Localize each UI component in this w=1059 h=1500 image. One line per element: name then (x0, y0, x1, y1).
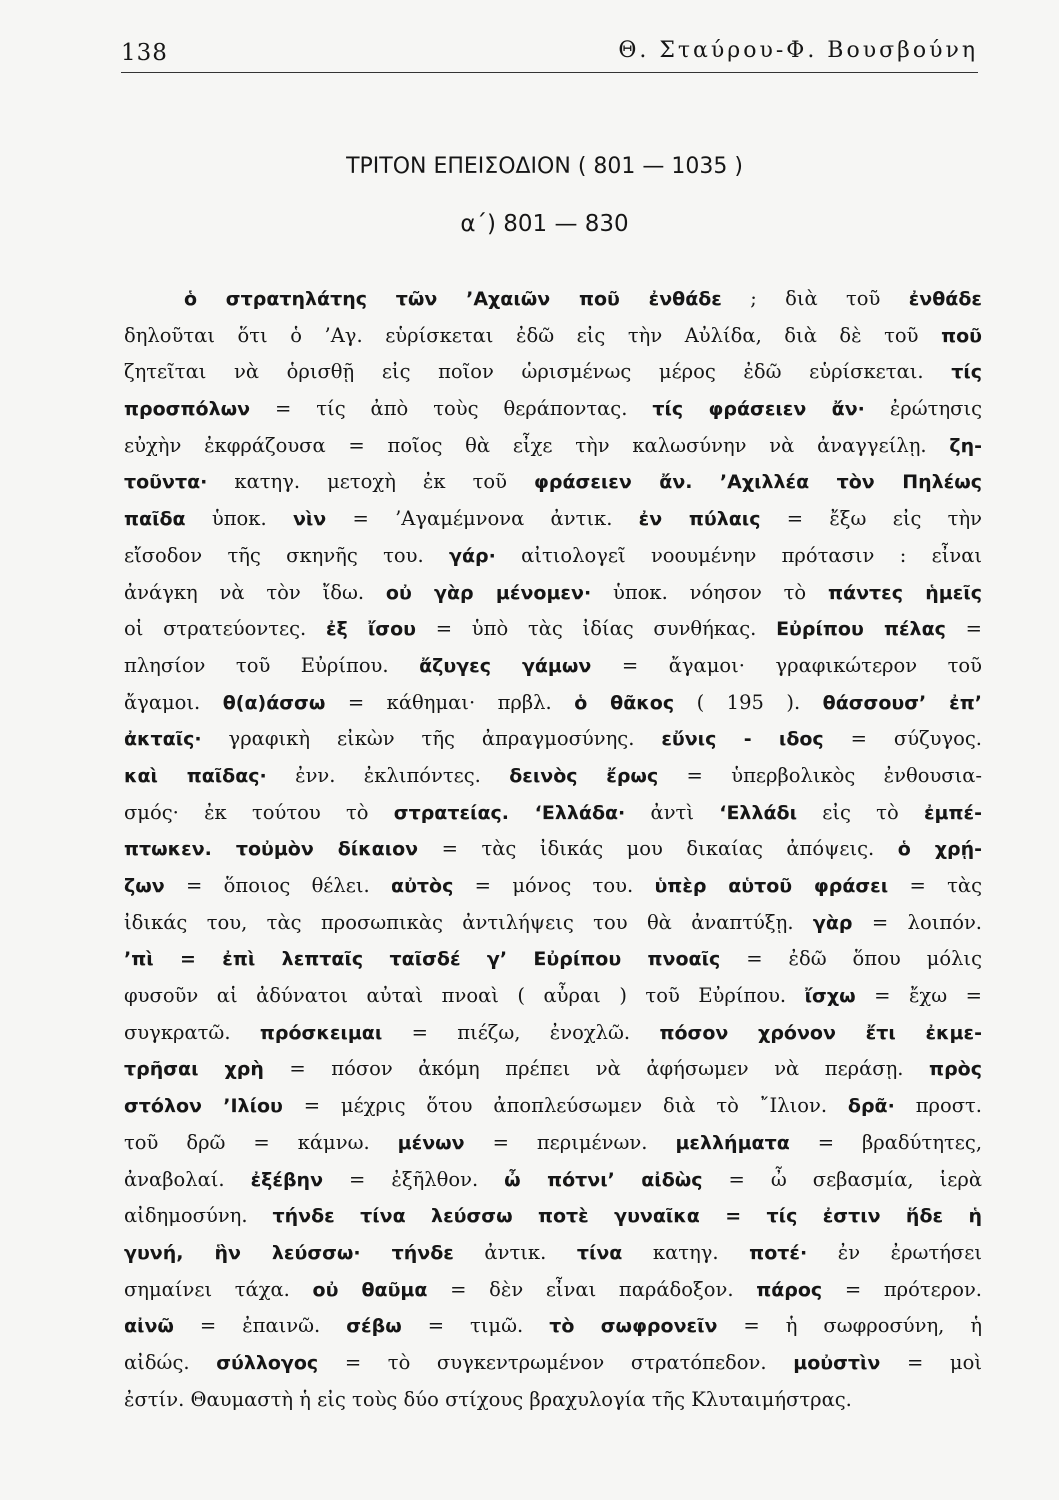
gloss-text: = (945, 617, 982, 641)
text-line (124, 941, 982, 978)
page-header (121, 36, 978, 73)
text-line (124, 721, 982, 758)
text-line (124, 428, 982, 465)
lemma-term: φράσειεν ἄν. ’Αχιλλέα τὸν Πηλέως (534, 471, 982, 494)
gloss-text: = τίς ἀπὸ τοὺς θεράποντας. (250, 397, 653, 421)
text-line (124, 501, 982, 538)
gloss-text: = ἔξω εἰς τὴν (760, 507, 982, 531)
gloss-text: σημαίνει τάχα. (124, 1277, 313, 1301)
gloss-text: ἀντὶ (625, 800, 720, 824)
gloss-text: = μόνος του. (453, 874, 655, 897)
gloss-text: ἐνν. ἐκλιπόντες. (266, 763, 510, 787)
gloss-text: προστ. (894, 1094, 983, 1118)
lemma-term: ἐνθάδε (908, 288, 982, 310)
gloss-text: = κάθημαι· πρβλ. (325, 690, 575, 714)
text-line (124, 1308, 982, 1345)
text-line (124, 611, 982, 648)
lemma-term: ὁ χρῄ- (897, 838, 983, 861)
gloss-text: κατηγ. (622, 1240, 750, 1264)
lemma-term: τρῆσαι χρὴ (124, 1058, 264, 1081)
text-line (124, 1272, 982, 1309)
lemma-term: οὐ θαῦμα (312, 1278, 428, 1301)
gloss-text: ὑποκ. νόησον τὸ (591, 580, 828, 604)
lemma-term: ἄζυγες γάμων (419, 654, 592, 677)
text-line (124, 648, 982, 685)
text-line (124, 1345, 982, 1382)
lemma-term: ποῦ (941, 324, 982, 347)
gloss-text: εὐχὴν ἐκφράζουσα = ποῖος θὰ εἶχε τὴν καλωσύνην νὰ ἀναγγείλῃ. (124, 433, 950, 457)
gloss-text: φυσοῦν αἱ ἀδύνατοι αὐταὶ πνοαὶ ( αὖραι ) τοῦ Εὐρίπου. (124, 984, 805, 1008)
lemma-term: πρὸς (929, 1058, 982, 1081)
lemma-term: μένων (397, 1131, 465, 1154)
lemma-term: καὶ παῖδας· (124, 764, 267, 787)
lemma-term: τίς φράσειεν ἄν· (652, 398, 865, 421)
gloss-text: εἴσοδον τῆς σκηνῆς του. (124, 543, 449, 567)
lemma-term: στόλον ’Ιλίου (124, 1095, 283, 1118)
gloss-text: ἐστίν. Θαυμαστὴ ἡ εἰς τοὺς δύο στίχους βραχυλογία τῆς Κλυταιμήστρας. (124, 1387, 852, 1411)
gloss-text: ἰδικάς του, τὰς προσωπικὰς ἀντιλήψεις του θὰ ἀναπτύξῃ. (124, 910, 813, 934)
text-line (124, 795, 982, 832)
gloss-text: ἀντικ. (453, 1240, 577, 1264)
lemma-term: Εὐρίπου πέλας (776, 618, 946, 641)
lemma-term: δρᾶ· (847, 1095, 895, 1118)
gloss-text: αἰτιολογεῖ νοουμένην πρότασιν : εἶναι (495, 543, 983, 567)
gloss-text: σμός· ἐκ τούτου τὸ (124, 800, 394, 824)
gloss-text: = μέχρις ὅτου ἀποπλεύσωμεν διὰ τὸ ῎Ιλιον. (282, 1094, 848, 1118)
lemma-term: μελλήματα (675, 1131, 790, 1154)
gloss-text: = τὸ συγκεντρωμένον στρατόπεδον. (318, 1350, 794, 1374)
text-line (124, 978, 982, 1015)
lemma-term: ἴσχω (804, 985, 856, 1008)
gloss-text: ζητεῖται νὰ ὁρισθῇ εἰς ποῖον ὡρισμένως μέρος ἐδῶ εὑρίσκεται. (124, 360, 952, 384)
gloss-text: = μοὶ (880, 1350, 982, 1374)
lemma-term: ’πὶ = ἐπὶ λεπταῖς ταῖσδέ γ’ Εὐρίπου πνοαῖς (124, 948, 721, 971)
lemma-term: μοὐστὶν (793, 1351, 881, 1374)
gloss-text: ἀνάγκη νὰ τὸν ἴδω. (124, 580, 386, 604)
gloss-text: = περιμένων. (464, 1130, 676, 1154)
gloss-text: γραφικὴ εἰκὼν τῆς ἀπραγμοσύνης. (201, 727, 662, 751)
text-line (124, 831, 982, 868)
gloss-text: = ’Αγαμέμνονα ἀντικ. (326, 507, 639, 531)
lemma-term: ὦ πότνι’ αἰδὼς (504, 1168, 703, 1191)
commentary-text (124, 281, 982, 1418)
gloss-text: = πόσον ἀκόμη πρέπει νὰ ἀφήσωμεν νὰ περάσῃ. (263, 1057, 930, 1081)
gloss-text: = ὦ σεβασμία, ἱερὰ (702, 1167, 982, 1191)
lemma-term: ποτέ· (749, 1241, 808, 1264)
lemma-term: ζων (124, 875, 165, 897)
gloss-text: = λοιπόν. (852, 910, 982, 934)
lemma-term: πρόσκειμαι (259, 1021, 383, 1044)
text-line (124, 354, 982, 391)
lemma-term: γυνή, ἣν λεύσσω· τήνδε (124, 1241, 454, 1264)
gloss-text: = ὅποιος θέλει. (164, 874, 392, 897)
gloss-text: αἰδημοσύνη. (124, 1204, 273, 1228)
lemma-term: ‘Ελλάδι (719, 801, 797, 824)
lemma-term: ἐξέβην (250, 1168, 324, 1191)
text-line (124, 575, 982, 612)
lemma-term: τίς (951, 361, 982, 384)
gloss-text: = ὑπερβολικὸς ἐνθουσια- (658, 763, 983, 787)
text-line (124, 685, 982, 722)
lemma-term: τὸ σωφρονεῖν (549, 1315, 718, 1338)
page-number: 138 (121, 40, 168, 66)
gloss-text: = πιέζω, ἐνοχλῶ. (382, 1020, 660, 1044)
lemma-term: σέβω (346, 1315, 402, 1338)
lemma-term: ἀκταῖς· (124, 728, 202, 751)
text-line (124, 464, 982, 501)
gloss-text: = ἐδῶ ὅπου μόλις (720, 947, 982, 971)
text-line (124, 1162, 982, 1199)
lemma-term: ἐξ ἴσου (325, 618, 416, 641)
text-line (124, 758, 982, 795)
gloss-text: εἰς τὸ (797, 800, 924, 824)
text-line (124, 391, 982, 428)
lemma-term: δεινὸς ἔρως (509, 764, 659, 787)
lemma-term: γὰρ (812, 911, 853, 934)
lemma-term: τήνδε τίνα λεύσσω ποτὲ γυναῖκα = τίς ἐστιν ἥδε ἡ (272, 1205, 982, 1228)
text-line (124, 281, 982, 318)
gloss-text: ἀναβολαί. (124, 1167, 251, 1191)
lemma-term: αὐτὸς (391, 875, 454, 897)
gloss-text: δηλοῦται ὅτι ὁ ’Αγ. εὑρίσκεται ἐδῶ εἰς τὴν Αὐλίδα, διὰ δὲ τοῦ (124, 323, 942, 347)
text-line (124, 1015, 982, 1052)
gloss-text: πλησίον τοῦ Εὐρίπου. (124, 653, 420, 677)
gloss-text: οἱ στρατεύοντες. (124, 617, 326, 641)
lemma-term: πάντες ἡμεῖς (828, 581, 982, 604)
lemma-term: ἐν πύλαις (638, 508, 761, 531)
text-line (124, 1051, 982, 1088)
gloss-text: ἐν ἐρωτήσει (807, 1240, 982, 1264)
gloss-text: ὑποκ. (185, 507, 293, 531)
gloss-text: = σύζυγος. (823, 727, 983, 751)
lemma-term: νὶν (292, 508, 327, 531)
text-line (124, 868, 982, 905)
text-line (124, 1125, 982, 1162)
gloss-text: = τὰς (888, 874, 982, 897)
lemma-term: θ(α)άσσω (222, 691, 326, 714)
gloss-text: = βραδύτητες, (789, 1130, 983, 1154)
gloss-text: ἄγαμοι. (124, 690, 223, 714)
text-line (124, 1198, 982, 1235)
lemma-term: πτωκεν. τοὐμὸν δίκαιον (124, 838, 419, 861)
lemma-term: ὑπὲρ αὑτοῦ φράσει (654, 875, 889, 897)
text-line (124, 905, 982, 942)
gloss-text: = ἔχω = (855, 984, 982, 1008)
text-line (124, 318, 982, 355)
gloss-text: = τιμῶ. (401, 1314, 550, 1338)
gloss-text: = πρότερον. (822, 1277, 982, 1301)
section-title: ΤΡΙΤΟΝ ΕΠΕΙΣΟΔΙΟΝ ( 801 — 1035 ) (346, 154, 743, 179)
text-line (124, 1235, 982, 1272)
lemma-term: πάρος (756, 1278, 823, 1301)
gloss-text: = δὲν εἶναι παράδοξον. (427, 1277, 757, 1301)
lemma-term: ὁ στρατηλάτης τῶν ’Αχαιῶν ποῦ ἐνθάδε (184, 288, 722, 310)
gloss-text: ( 195 ). (674, 690, 823, 714)
gloss-text: τοῦ δρῶ = κάμνω. (124, 1130, 398, 1154)
lemma-term: ἐμπέ- (923, 801, 982, 824)
subsection-title: α΄) 801 — 830 (460, 211, 629, 237)
lemma-term: θάσσουσ’ ἐπ’ (822, 691, 982, 714)
running-head: Θ. Σταύρου-Φ. Βουσβούνη (618, 38, 978, 63)
lemma-term: στρατείας. ‘Ελλάδα· (393, 801, 626, 824)
text-line (124, 538, 982, 575)
lemma-term: ὁ θᾶκος (574, 691, 675, 714)
gloss-text: = ὑπὸ τὰς ἰδίας συνθήκας. (415, 617, 777, 641)
lemma-term: σύλλογος (216, 1351, 319, 1374)
lemma-term: ζη- (949, 434, 982, 457)
lemma-term: παῖδα (124, 508, 186, 531)
lemma-term: προσπόλων (124, 398, 251, 421)
gloss-text: = τὰς ἰδικάς μου δικαίας ἀπόψεις. (418, 837, 898, 861)
lemma-term: πόσον χρόνον ἔτι ἐκμε- (659, 1021, 982, 1044)
lemma-term: τίνα (576, 1241, 623, 1264)
lemma-term: γάρ· (449, 544, 496, 567)
lemma-term: αἰνῶ (124, 1315, 174, 1338)
gloss-text: = ἐπαινῶ. (173, 1314, 347, 1338)
gloss-text: ; διὰ τοῦ (721, 287, 909, 310)
gloss-text: = ἐξῆλθον. (323, 1167, 505, 1191)
gloss-text: = ἄγαμοι· γραφικώτερον τοῦ (591, 653, 982, 677)
lemma-term: οὐ γὰρ μένομεν· (385, 581, 592, 604)
gloss-text: ἐρώτησις (864, 397, 983, 421)
lemma-term: εὔνις - ιδος (661, 728, 824, 751)
text-line (124, 1088, 982, 1125)
gloss-text: = ἡ σωφροσύνη, ἡ (717, 1314, 983, 1338)
lemma-term: τοῦντα· (124, 471, 208, 494)
gloss-text: αἰδώς. (124, 1350, 217, 1374)
gloss-text: συγκρατῶ. (124, 1020, 260, 1044)
text-line (124, 1382, 982, 1419)
gloss-text: κατηγ. μετοχὴ ἐκ τοῦ (207, 470, 535, 494)
